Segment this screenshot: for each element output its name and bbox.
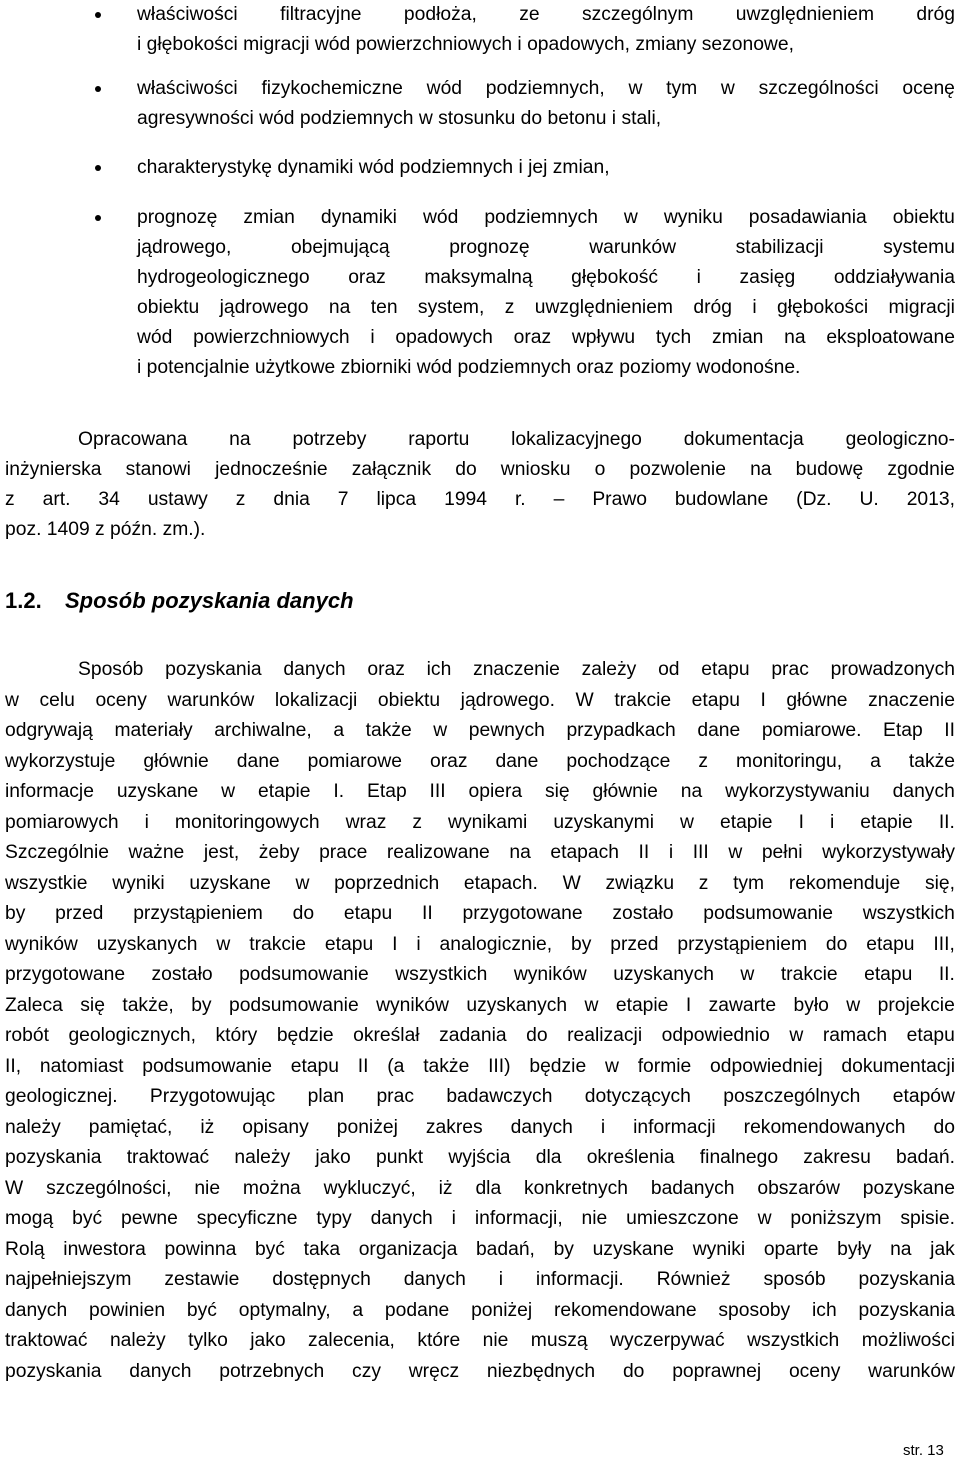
text-line: Opracowana na potrzeby raportu lokalizacyjnego dokumentacja geologiczno-	[78, 429, 955, 450]
text-line: przygotowane zostało podsumowanie wszystkich wyników uzyskanych w trakcie etapu II.	[5, 964, 955, 985]
text-line: najpełniejszym zestawie dostępnych danych i informacji. Również sposób pozyskania	[5, 1269, 955, 1290]
bullet-icon	[95, 215, 101, 221]
text-line: poz. 1409 z późn. zm.).	[5, 519, 206, 540]
text-line: wód powierzchniowych i opadowych oraz wpływu tych zmian na eksploatowane	[137, 327, 955, 348]
text-line: wszystkie wyniki uzyskane w poprzednich etapach. W związku z tym rekomenduje się,	[5, 872, 955, 894]
text-line: Sposób pozyskania danych oraz ich znaczenie zależy od etapu prac prowadzonych	[78, 659, 955, 680]
text-line: pomiarowych i monitoringowych wraz z wynikami uzyskanymi w etapie I i etapie II.	[5, 811, 955, 833]
text-line: geologicznej. Przygotowując plan prac badawczych dotyczących poszczególnych etapów	[5, 1086, 955, 1107]
text-line: wykorzystuje głównie dane pomiarowe oraz dane pochodzące z monitoringu, a także	[5, 750, 955, 772]
text-line: i potencjalnie użytkowe zbiorniki wód podziemnych oraz poziomy wodonośne.	[137, 357, 801, 378]
text-line: inżynierska stanowi jednocześnie załącznik do wniosku o pozwolenie na budowę zgodnie	[5, 459, 955, 480]
text-line: należy pamiętać, iż opisany poniżej zakres danych i informacji rekomendowanych do	[5, 1116, 955, 1138]
text-line: charakterystykę dynamiki wód podziemnych i jej zmian,	[137, 157, 610, 178]
text-line: właściwości filtracyjne podłoża, ze szczególnym uwzględnieniem dróg	[137, 4, 955, 25]
bullet-icon	[95, 86, 101, 92]
section-number: 1.2.	[5, 588, 42, 613]
text-line: w celu oceny warunków lokalizacji obiektu jądrowego. W trakcie etapu I główne znaczenie	[5, 689, 955, 711]
text-line: prognozę zmian dynamiki wód podziemnych w wyniku posadawiania obiektu	[137, 207, 955, 228]
text-line: W szczególności, nie można wykluczyć, iż dla konkretnych badanych obszarów pozyskane	[5, 1177, 955, 1199]
bullet-icon	[95, 12, 101, 18]
page-number: str. 13	[903, 1442, 944, 1459]
text-line: informacje uzyskane w etapie I. Etap III opiera się głównie na wykorzystywaniu danych	[5, 781, 955, 802]
text-line: mogą być pewne specyficzne typy danych i informacji, nie umieszczone w poniższym spisie.	[5, 1208, 955, 1229]
text-line: jądrowego, obejmującą prognozę warunków stabilizacji systemu	[137, 237, 955, 258]
text-line: pozyskania danych potrzebnych czy wręcz niezbędnych do poprawnej oceny warunków	[5, 1360, 955, 1382]
text-line: Rolą inwestora powinna być taka organizacja badań, by uzyskane wyniki oparte były na jak	[5, 1238, 955, 1260]
text-line: robót geologicznych, który będzie określał zadania do realizacji odpowiednio w ramach etapu	[5, 1025, 955, 1046]
text-line: Zaleca się także, by podsumowanie wyników uzyskanych w etapie I zawarte było w projekcie	[5, 994, 955, 1016]
text-line: z art. 34 ustawy z dnia 7 lipca 1994 r. – Prawo budowlane (Dz. U. 2013,	[5, 489, 955, 510]
bullet-icon	[95, 165, 101, 171]
text-line: traktować należy tylko jako zalecenia, które nie muszą wyczerpywać wszystkich możliwości	[5, 1330, 955, 1351]
text-line: agresywności wód podziemnych w stosunku do betonu i stali,	[137, 108, 662, 129]
section-title: Sposób pozyskania danych	[65, 588, 354, 613]
text-line: wyników uzyskanych w trakcie etapu I i analogicznie, by przed przystąpieniem do etapu III,	[5, 933, 955, 955]
text-line: właściwości fizykochemiczne wód podziemnych, w tym w szczególności ocenę	[137, 78, 955, 99]
text-line: pozyskania traktować należy jako punkt wyjścia dla określenia finalnego zakresu badań.	[5, 1147, 955, 1168]
text-line: odgrywają materiały archiwalne, a także w pewnych przypadkach dane pomiarowe. Etap II	[5, 720, 955, 741]
text-line: obiektu jądrowego na ten system, z uwzględnieniem dróg i głębokości migracji	[137, 297, 955, 318]
text-line: i głębokości migracji wód powierzchniowych i opadowych, zmiany sezonowe,	[137, 34, 794, 55]
text-line: hydrogeologicznego oraz maksymalną głębokość i zasięg oddziaływania	[137, 267, 955, 288]
text-line: Szczególnie ważne jest, żeby prace realizowane na etapach II i III w pełni wykorzystywały	[5, 842, 955, 863]
text-line: danych powinien być optymalny, a podane poniżej rekomendowane sposoby ich pozyskania	[5, 1299, 955, 1321]
section-heading	[5, 583, 354, 619]
text-line: II, natomiast podsumowanie etapu II (a także III) będzie w formie odpowiedniej dokumentacji	[5, 1055, 955, 1077]
text-line: by przed przystąpieniem do etapu II przygotowane zostało podsumowanie wszystkich	[5, 903, 955, 924]
